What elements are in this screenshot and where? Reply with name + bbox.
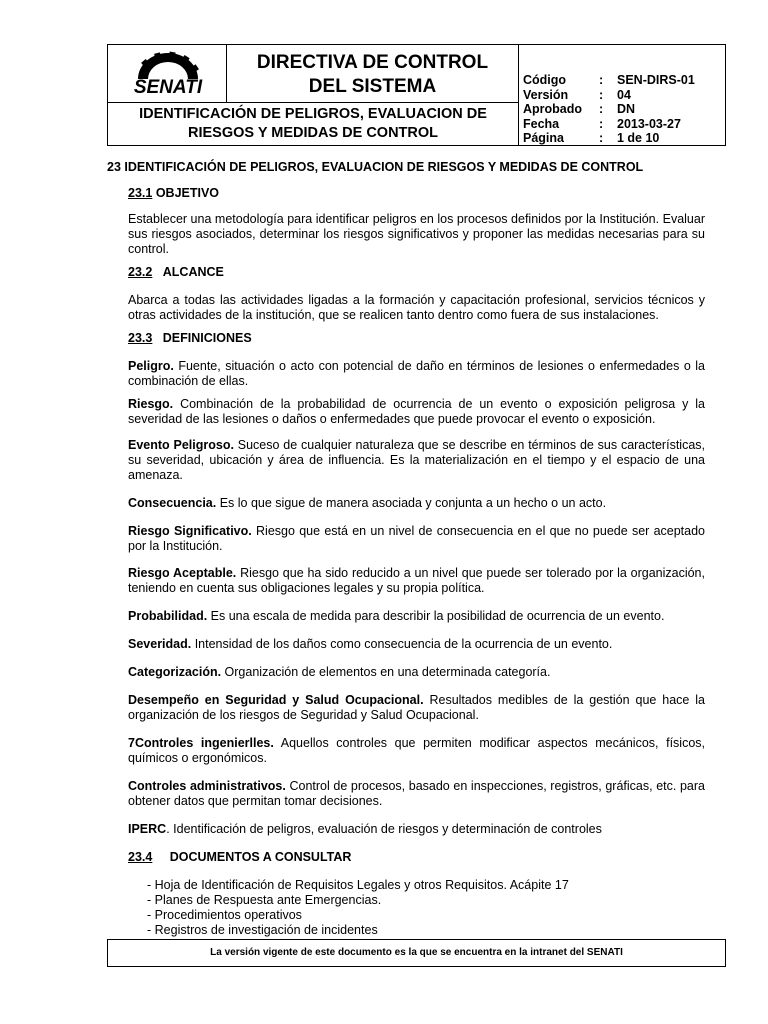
document-body [107,160,705,938]
definition-desempeno: Desempeño en Seguridad y Salud Ocupacional. Resultados medibles de la gestión que hace la organización de los riesgos de Seguridad y Salud Ocupacional. [128,693,705,722]
meta-row-codigo: Código : SEN-DIRS-01 [523,73,695,87]
definition-riesgo-aceptable: Riesgo Aceptable. Riesgo que ha sido reducido a un nivel que puede ser tolerado por la organización, teniendo en cuenta sus obligaciones legales y su propia política. [128,566,705,595]
document-title [227,45,519,103]
logo-cell [108,45,227,103]
definition-categorizacion: Categorización. Organización de elementos en una determinada categoría. [128,665,551,679]
document-header [107,44,726,146]
section-heading-alcance: 23.2 ALCANCE [128,265,224,279]
document-meta [519,73,725,146]
definition-controles-ingenieriles: 7Controles ingenierlles. Aquellos controles que permiten modificar aspectos mecánicos, físicos, químicos o ergonómicos. [128,736,705,765]
meta-row-pagina: Página : 1 de 10 [523,131,660,146]
paragraph-alcance: Abarca a todas las actividades ligadas a la formación y capacitación profesional, servicios técnicos y otras actividades de la institución, que se realicen tanto dentro como fuera de sus instalaciones. [128,293,705,322]
senati-logo-icon [118,49,218,97]
section-heading-definiciones: 23.3 DEFINICIONES [128,331,252,345]
definition-consecuencia: Consecuencia. Es lo que sigue de manera asociada y conjunta a un hecho o un acto. [128,496,607,510]
definition-controles-administrativos: Controles administrativos. Control de procesos, basado en inspecciones, registros, gráficas, etc. para obtener datos que permitan tomar decisiones. [128,779,705,808]
documents-list [107,878,705,938]
subtitle-line-1: IDENTIFICACIÓN DE PELIGROS, EVALUACION DE [139,106,487,122]
definition-peligro: Peligro. Fuente, situación o acto con potencial de daño en términos de lesiones o enfermedades o la combinación de ellas. [128,359,705,388]
document-footer: La versión vigente de este documento es la que se encuentra en la intranet del SENATI [107,939,726,967]
list-item: - Procedimientos operativos [147,908,705,923]
paragraph-objetivo: Establecer una metodología para identificar peligros en los procesos definidos por la Institución. Evaluar sus riesgos asociados, determinar los riesgos significativos y proponer las medidas necesarias para su control. [128,212,705,256]
definition-riesgo: Riesgo. Combinación de la probabilidad de ocurrencia de un evento o exposición peligrosa y la severidad de las lesiones o daños o enfermedades que puede provocar el evento o exposición. [128,397,705,426]
definition-evento-peligroso: Evento Peligroso. Suceso de cualquier naturaleza que se describe en términos de sus características, su severidad, ubicación y área de influencia. Es la materialización en el tiempo y el espacio de una amenaza. [128,438,705,482]
definition-iperc: IPERC. Identificación de peligros, evaluación de riesgos y determinación de controles [128,822,602,836]
definition-severidad: Severidad. Intensidad de los daños como consecuencia de la ocurrencia de un evento. [128,637,613,651]
meta-row-fecha: Fecha : 2013-03-27 [523,116,681,131]
document-subtitle [108,103,519,145]
section-heading-documentos: 23.4 DOCUMENTOS A CONSULTAR [128,850,352,864]
list-item: - Hoja de Identificación de Requisitos Legales y otros Requisitos. Acápite 17 [147,878,705,893]
svg-text:SENATI: SENATI [133,77,203,97]
meta-row-version: Versión : 04 [523,87,631,102]
subtitle-line-2: RIESGOS Y MEDIDAS DE CONTROL [187,125,439,141]
title-line-1: DIRECTIVA DE CONTROL [256,52,489,73]
list-item: - Registros de investigación de incidentes [147,923,705,938]
section-heading-objetivo: 23.1 OBJETIVO [128,186,220,200]
meta-row-aprobado: Aprobado : DN [523,102,636,117]
main-heading: 23 IDENTIFICACIÓN DE PELIGROS, EVALUACION DE RIESGOS Y MEDIDAS DE CONTROL [107,160,644,174]
title-line-2: DEL SISTEMA [308,76,437,97]
definition-riesgo-significativo: Riesgo Significativo. Riesgo que está en un nivel de consecuencia en el que no puede ser aceptado por la Institución. [128,524,706,553]
list-item: - Planes de Respuesta ante Emergencias. [147,893,705,908]
definition-probabilidad: Probabilidad. Es una escala de medida para describir la posibilidad de ocurrencia de un evento. [128,609,665,623]
